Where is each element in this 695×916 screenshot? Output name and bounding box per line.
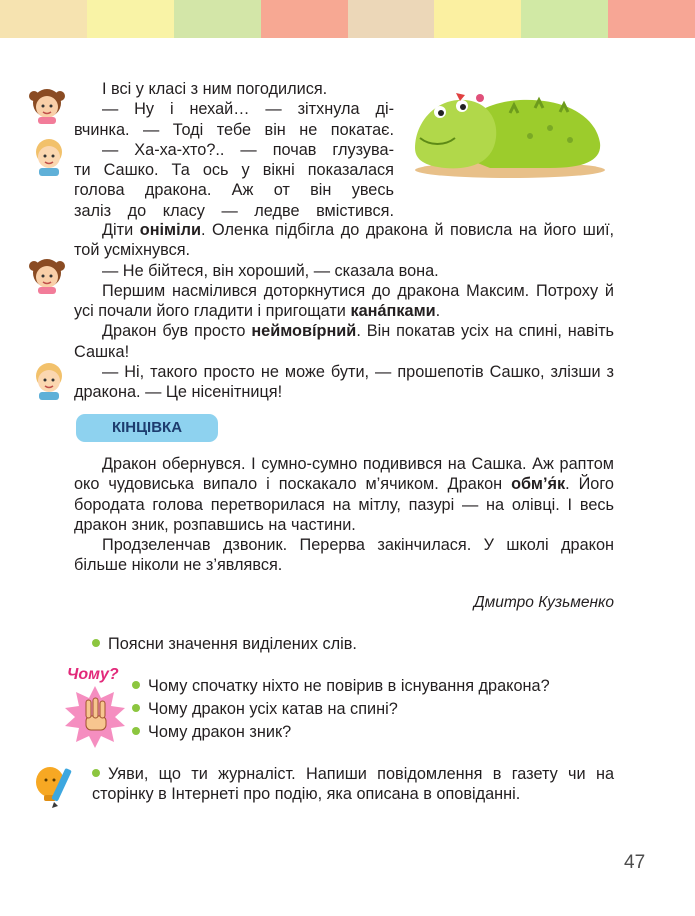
bullet-icon bbox=[92, 769, 100, 777]
question-item bbox=[132, 722, 291, 742]
stripe bbox=[0, 0, 87, 38]
text: Діти bbox=[102, 221, 140, 239]
bullet-icon bbox=[132, 681, 140, 689]
highlighted-word: оніміли bbox=[139, 221, 201, 239]
text: Першим насмілився доторкнутися до дракона Максим. Потроху й усі почали його гладити і пригощати bbox=[74, 281, 614, 321]
three-fingers-icon bbox=[64, 686, 126, 748]
question-item bbox=[132, 676, 550, 696]
section-heading-ending: КІНЦІВКА bbox=[76, 414, 218, 442]
why-label: Чому? bbox=[67, 666, 119, 683]
story-paragraph: Продзеленчав дзвоник. Перерва закінчилася. У школі дракон більше ніколи не з’являвся. bbox=[74, 536, 614, 575]
bullet-icon bbox=[92, 639, 100, 647]
story-line: — Ну і нехай… — зітхнула ді- bbox=[102, 100, 394, 119]
stripe bbox=[521, 0, 608, 38]
text: . Його бородата голова перетворилася на мітлу, пазурі — на олівці. І весь дракон зник, розпавшись на частини. bbox=[74, 475, 614, 534]
story-paragraph bbox=[74, 281, 614, 322]
pencil-bulb-icon bbox=[32, 762, 78, 808]
task-explain bbox=[92, 634, 357, 654]
question-text: Чому спочатку ніхто не повірив в існування дракона? bbox=[148, 677, 550, 695]
dragon-illustration bbox=[410, 88, 610, 178]
stripe bbox=[174, 0, 261, 38]
text: . bbox=[435, 302, 441, 321]
bullet-icon bbox=[132, 704, 140, 712]
stripe bbox=[434, 0, 521, 38]
ending-block bbox=[74, 454, 614, 576]
story-line: ти Сашко. Та ось у вікні показалася bbox=[74, 161, 394, 180]
story-line: голова дракона. Аж от він увесь bbox=[74, 181, 394, 200]
question-item bbox=[132, 699, 398, 719]
task-journalist bbox=[92, 764, 614, 805]
stripe bbox=[608, 0, 695, 38]
question-text: Чому дракон усіх катав на спині? bbox=[148, 700, 398, 718]
stripe bbox=[261, 0, 348, 38]
text: . Він покатав усіх на спині, навіть Сашка! bbox=[74, 322, 615, 361]
stripe bbox=[87, 0, 174, 38]
story-paragraph: — Не бійтеся, він хороший, — сказала вона. bbox=[102, 261, 439, 280]
highlighted-word: неймовíрний bbox=[251, 322, 357, 341]
task-text: Поясни значення виділених слів. bbox=[108, 635, 357, 653]
question-text: Чому дракон зник? bbox=[148, 723, 292, 741]
story-paragraph: — Ні, такого просто не може бути, — прошепотів Сашко, злізши з дракона. — Це нісенітниця! bbox=[74, 363, 614, 402]
page-number: 47 bbox=[624, 852, 646, 873]
story-line: вчинка. — Тоді тебе він не покатає. bbox=[74, 120, 394, 139]
story-paragraph bbox=[74, 454, 614, 535]
girl-avatar-icon bbox=[28, 86, 66, 124]
story-line: І всі у класі з ним погодилися. bbox=[102, 80, 328, 98]
girl-avatar-icon bbox=[28, 256, 66, 294]
header-color-stripes bbox=[0, 0, 695, 38]
bullet-icon bbox=[132, 727, 140, 735]
text: Дракон обернувся. І сумно-сумно подивився на Сашка. Аж раптом око чудовиська випало і поскакало м’ячиком. Дракон bbox=[74, 455, 614, 494]
boy-avatar-icon bbox=[30, 136, 68, 176]
boy-avatar-icon bbox=[30, 360, 68, 400]
author-name: Дмитро Кузьменко bbox=[473, 594, 614, 611]
story-line: — Ха-ха-хто?.. — почав глузува- bbox=[102, 140, 394, 159]
text: Дракон був просто bbox=[102, 322, 252, 341]
highlighted-word: обм’я́к bbox=[511, 475, 566, 494]
task-text: Уяви, що ти журналіст. Напиши повідомлення в газету чи на сторінку в Інтернеті про подію, яка описана в оповіданні. bbox=[92, 765, 614, 804]
highlighted-word: канáпками bbox=[350, 302, 436, 321]
text: . Оленка підбігла до дракона й повисла на його шиї, той усміхнувся. bbox=[74, 221, 615, 260]
story-block-intro bbox=[74, 79, 394, 221]
stripe bbox=[348, 0, 435, 38]
story-block-main bbox=[74, 220, 614, 403]
story-paragraph bbox=[74, 321, 614, 362]
story-paragraph bbox=[74, 220, 614, 261]
story-line: заліз до класу — ледве вмістився. bbox=[74, 201, 394, 220]
